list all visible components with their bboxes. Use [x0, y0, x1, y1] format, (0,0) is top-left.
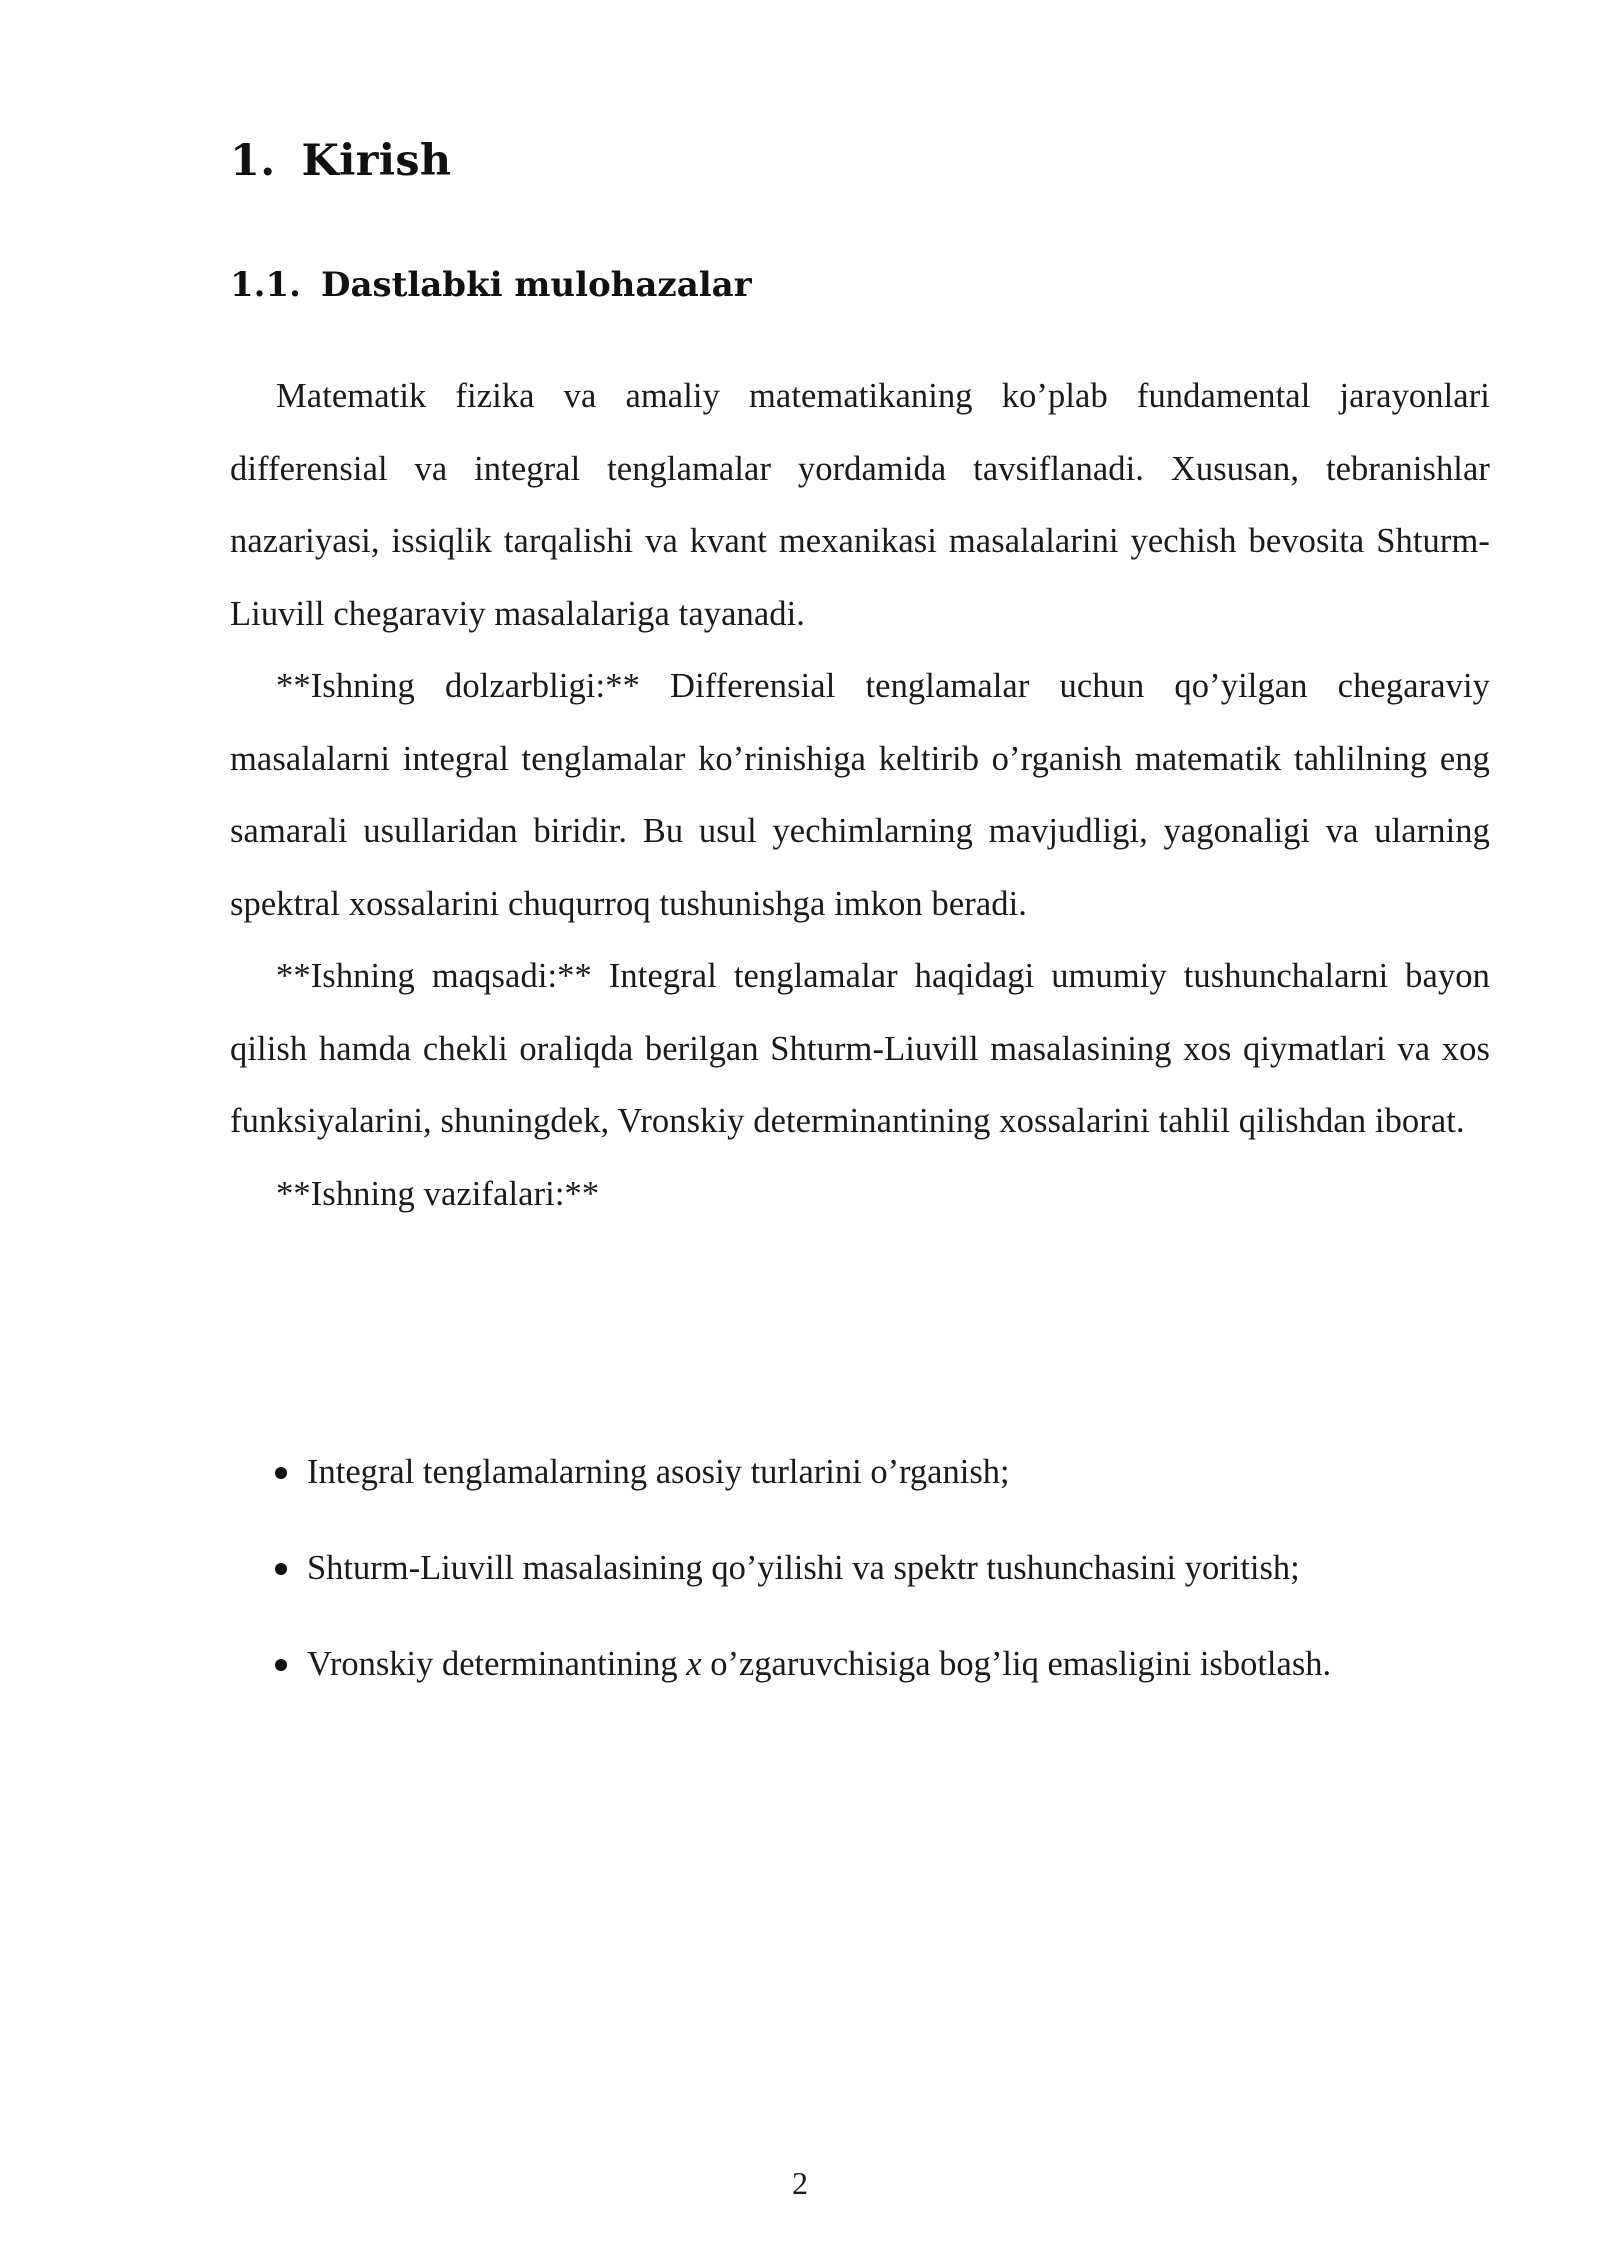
page-number: 2 — [792, 2165, 808, 2201]
body-text — [230, 360, 1490, 1230]
paragraph-goal: **Ishning maqsadi:** Integral tenglamalar haqidagi umumiy tushunchalarni bayon qilish hamda chekli oraliqda berilgan Shturm-Liuvill masalasining xos qiymatlari va xos funksiyalarini, shuningdek, Vronskiy determinantining xossalarini tahlil qilishdan iborat. — [230, 957, 1490, 1140]
section-heading — [230, 136, 1490, 186]
bullet-icon — [275, 1563, 287, 1575]
math-variable: x — [686, 1645, 702, 1683]
paragraph-introduction: Matematik fizika va amaliy matematikaning ko’plab fundamental jarayonlari differensial va integral tenglamalar yordamida tavsiflanadi. Xususan, tebranishlar nazariyasi, issiqlik tarqalishi va kvant mexanikasi masalalarini yechish bevosita Shturm-Liuvill chegaraviy masalalariga tayanadi. — [230, 377, 1490, 633]
section-number: 1. — [230, 136, 276, 186]
list-item — [275, 1546, 1490, 1590]
list-item — [275, 1450, 1490, 1494]
list-item-text-before: Vronskiy determinantining — [307, 1645, 687, 1683]
list-item-text — [307, 1645, 1331, 1683]
subsection-heading — [230, 265, 752, 305]
list-item-text-after: o’zgaruvchisiga bog’liq emasligini isbotlash. — [701, 1645, 1332, 1683]
paragraph-tasks-heading: **Ishning vazifalari:** — [276, 1174, 600, 1213]
list-item-text: Shturm-Liuvill masalasining qo’yilishi va spektr tushunchasini yoritish; — [307, 1549, 1300, 1587]
list-item-text: Integral tenglamalarning asosiy turlarini o’rganish; — [307, 1453, 1010, 1491]
tasks-list — [275, 1450, 1490, 1738]
paragraph-relevance: **Ishning dolzarbligi:** Differensial tenglamalar uchun qo’yilgan chegaraviy masalalarni integral tenglamalar ko’rinishiga keltirib o’rganish matematik tahlilning eng samarali usullaridan biridir. Bu usul yechimlarning mavjudligi, yagonaligi va ularning spektral xossalarini chuqurroq tushunishga imkon beradi. — [230, 667, 1490, 923]
section-title: Kirish — [301, 136, 452, 186]
subsection-title: Dastlabki mulohazalar — [321, 265, 752, 305]
list-item — [275, 1642, 1490, 1686]
bullet-icon — [275, 1659, 287, 1671]
subsection-number: 1.1. — [230, 265, 301, 305]
page-content — [230, 136, 1490, 1683]
bullet-icon — [275, 1467, 287, 1479]
